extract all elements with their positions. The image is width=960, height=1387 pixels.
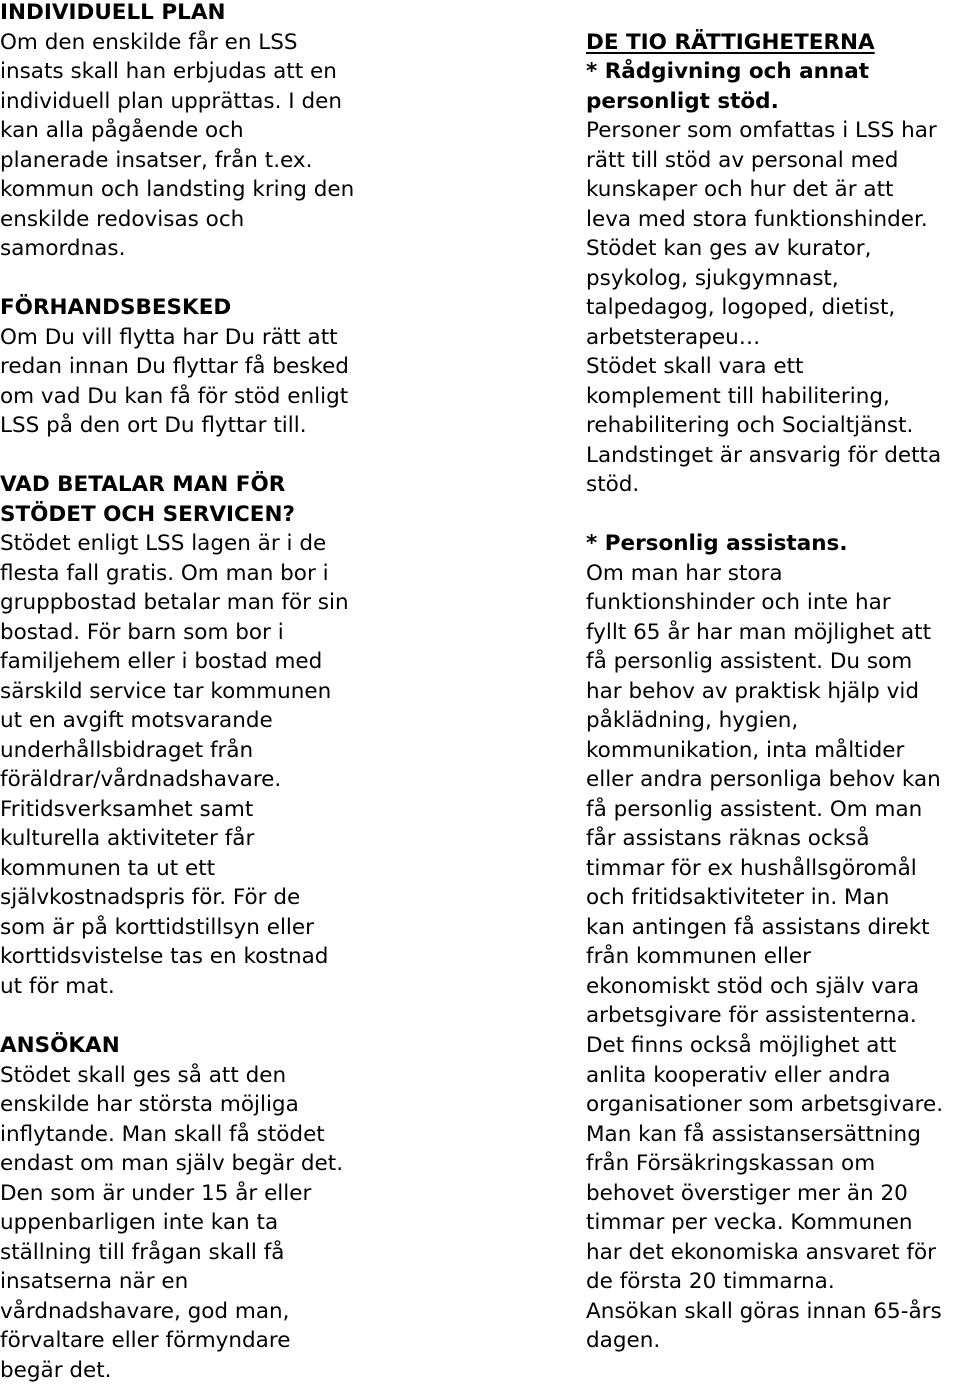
text-line: har behov av praktisk hjälp vid <box>586 678 919 704</box>
text-line: inflytande. Man skall få stödet <box>0 1121 325 1147</box>
heading-individuell-plan: INDIVIDUELL PLAN <box>0 0 226 25</box>
text-line: Stödet skall ges så att den <box>0 1062 287 1088</box>
text-line: påklädning, hygien, <box>586 708 799 733</box>
text-line: ut för mat. <box>0 973 115 999</box>
text-line: redan innan Du flyttar få besked <box>0 354 349 379</box>
text-line: familjehem eller i bostad med <box>0 649 323 674</box>
text-line: kulturella aktiviteter får <box>0 826 255 851</box>
text-line: eller andra personliga behov kan <box>586 767 941 792</box>
text-line: som är på korttidstillsyn eller <box>0 914 314 940</box>
heading-radgivning-line2: personligt stöd. <box>586 88 779 114</box>
text-line: få personlig assistent. Om man <box>586 796 923 822</box>
heading-radgivning: * Rådgivning och annat <box>586 59 870 84</box>
heading-ansokan: ANSÖKAN <box>0 1033 120 1058</box>
text-line: får assistans räknas också <box>586 826 870 851</box>
text-line: LSS på den ort Du flyttar till. <box>0 413 307 438</box>
text-line: individuell plan upprättas. I den <box>0 88 342 114</box>
heading-vad-betalar: VAD BETALAR MAN FÖR <box>0 472 286 497</box>
text-line: har det ekonomiska ansvaret för <box>586 1239 936 1265</box>
text-line: kan alla pågående och <box>0 118 244 143</box>
text-line: kommunen ta ut ett <box>0 855 216 881</box>
text-line: leva med stora funktionshinder. <box>586 206 928 232</box>
text-line: förvaltare eller förmyndare <box>0 1328 291 1353</box>
text-line: psykolog, sjukgymnast, <box>586 265 839 291</box>
text-line: Personer som omfattas i LSS har <box>586 118 937 143</box>
text-line: de första 20 timmarna. <box>586 1269 835 1294</box>
text-line: från Försäkringskassan om <box>586 1151 876 1176</box>
text-line: rätt till stöd av personal med <box>586 147 899 173</box>
text-line: organisationer som arbetsgivare. <box>586 1092 944 1117</box>
text-line: talpedagog, logoped, dietist, <box>586 295 896 320</box>
text-line: underhållsbidraget från <box>0 737 254 763</box>
text-line: fyllt 65 år har man möjlighet att <box>586 619 932 645</box>
text-line: Man kan få assistansersättning <box>586 1121 921 1147</box>
text-line: ekonomiskt stöd och själv vara <box>586 973 920 999</box>
text-line: Ansökan skall göras innan 65-års <box>586 1298 942 1324</box>
text-line: vårdnadshavare, god man, <box>0 1298 290 1324</box>
text-line: bostad. För barn som bor i <box>0 619 284 645</box>
text-line: korttidsvistelse tas en kostnad <box>0 944 329 969</box>
text-line: och fritidsaktiviteter in. Man <box>586 885 890 910</box>
text-line: endast om man själv begär det. <box>0 1151 344 1176</box>
text-line: timmar för ex hushållsgöromål <box>586 855 917 881</box>
text-line: anlita kooperativ eller andra <box>586 1062 891 1088</box>
text-line: arbetsterapeu… <box>586 324 761 350</box>
text-line: insats skall han erbjudas att en <box>0 59 337 84</box>
heading-forhandsbesked: FÖRHANDSBESKED <box>0 295 232 320</box>
text-line: kommunikation, inta måltider <box>586 737 905 763</box>
text-line: om vad Du kan få för stöd enligt <box>0 383 349 409</box>
text-line: rehabilitering och Socialtjänst. <box>586 413 914 438</box>
text-line: föräldrar/vårdnadshavare. <box>0 767 282 792</box>
heading-vad-betalar-line2: STÖDET OCH SERVICEN? <box>0 501 295 527</box>
text-line: planerade insatser, från t.ex. <box>0 147 313 173</box>
text-line: arbetsgivare för assistenterna. <box>586 1003 917 1028</box>
text-line: timmar per vecka. Kommunen <box>586 1210 913 1235</box>
text-line: Om man har stora <box>586 560 783 586</box>
text-line: dagen. <box>586 1328 661 1353</box>
text-line: enskilde redovisas och <box>0 206 245 232</box>
text-line: behovet överstiger mer än 20 <box>586 1180 908 1206</box>
text-line: Om Du vill flytta har Du rätt att <box>0 324 338 350</box>
text-line: kunskaper och hur det är att <box>586 177 894 202</box>
text-line: få personlig assistent. Du som <box>586 649 913 674</box>
text-line: begär det. <box>0 1357 112 1383</box>
text-line: funktionshinder och inte har <box>586 590 891 615</box>
text-line: från kommunen eller <box>586 944 811 969</box>
text-line: komplement till habilitering, <box>586 383 890 409</box>
text-line: Fritidsverksamhet samt <box>0 796 254 822</box>
text-line: självkostnadspris för. För de <box>0 885 301 910</box>
text-line: flesta fall gratis. Om man bor i <box>0 560 329 586</box>
text-line: enskilde har största möjliga <box>0 1092 299 1117</box>
text-line: Den som är under 15 år eller <box>0 1180 312 1206</box>
text-line: Om den enskilde får en LSS <box>0 29 298 55</box>
text-line: gruppbostad betalar man för sin <box>0 590 349 615</box>
text-line: samordnas. <box>0 236 126 261</box>
text-line: ställning till frågan skall få <box>0 1239 285 1265</box>
text-line: Stödet enligt LSS lagen är i de <box>0 531 327 556</box>
heading-personlig-assistans: * Personlig assistans. <box>586 531 848 556</box>
text-line: Stödet kan ges av kurator, <box>586 236 872 261</box>
text-line: kan antingen få assistans direkt <box>586 914 930 940</box>
text-line: stöd. <box>586 472 640 497</box>
text-line: särskild service tar kommunen <box>0 678 332 704</box>
heading-de-tio-rattigheterna: DE TIO RÄTTIGHETERNA <box>586 29 875 55</box>
text-line: insatserna när en <box>0 1269 189 1294</box>
text-line: ut en avgift motsvarande <box>0 708 273 733</box>
text-line: Landstinget är ansvarig för detta <box>586 442 942 468</box>
text-line: Stödet skall vara ett <box>586 354 804 379</box>
text-line: uppenbarligen inte kan ta <box>0 1210 279 1235</box>
text-line: Det finns också möjlighet att <box>586 1033 897 1058</box>
text-line: kommun och landsting kring den <box>0 177 355 202</box>
